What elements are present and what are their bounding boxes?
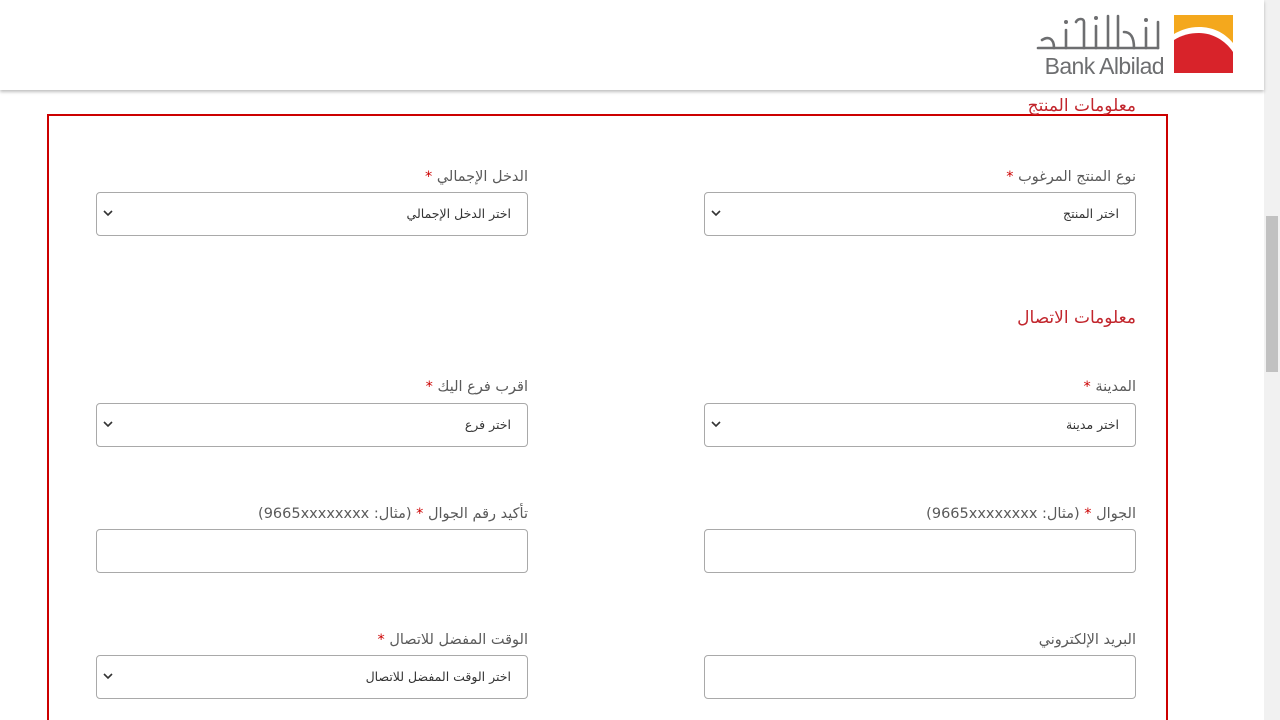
city-select[interactable] <box>704 403 1136 447</box>
page-scrollbar-thumb[interactable] <box>1266 216 1278 372</box>
required-mark: * <box>1006 169 1014 185</box>
bank-albilad-arabic-wordmark <box>1034 12 1162 54</box>
chevron-down-icon <box>102 670 114 682</box>
required-mark: * <box>416 506 424 522</box>
email-input-wrapper[interactable] <box>704 655 1136 699</box>
income-label <box>96 167 528 187</box>
city-label <box>704 377 1136 397</box>
product-type-label <box>704 167 1136 187</box>
email-label-text: البريد الإلكتروني <box>1038 632 1136 648</box>
mobile-format-hint: (مثال: 9665xxxxxxxx) <box>926 506 1080 522</box>
site-header <box>0 0 1264 90</box>
email-label <box>704 630 1136 650</box>
income-select[interactable] <box>96 192 528 236</box>
chevron-down-icon <box>710 207 722 219</box>
chevron-down-icon <box>102 418 114 430</box>
section-title-product: معلومات المنتج <box>1027 96 1136 116</box>
brand-name-en: Bank Albilad <box>1044 53 1164 79</box>
mobile-confirm-input-wrapper[interactable] <box>96 529 528 573</box>
section-title-contact: معلومات الاتصال <box>1017 308 1136 328</box>
contact-time-label <box>96 630 528 650</box>
branch-label-text: اقرب فرع اليك <box>437 379 528 395</box>
mobile-input[interactable] <box>705 530 1135 572</box>
branch-select[interactable] <box>96 403 528 447</box>
city-selected-value: اختر مدينة <box>1065 417 1119 432</box>
mobile-input-wrapper[interactable] <box>704 529 1136 573</box>
income-label-text: الدخل الإجمالي <box>436 169 528 185</box>
product-type-select[interactable] <box>704 192 1136 236</box>
mobile-label <box>704 504 1136 524</box>
contact-time-select[interactable] <box>96 655 528 699</box>
contact-time-selected-value: اختر الوقت المفضل للاتصال <box>365 669 511 684</box>
product-type-label-text: نوع المنتج المرغوب <box>1018 169 1136 185</box>
city-label-text: المدينة <box>1095 379 1136 395</box>
chevron-down-icon <box>710 418 722 430</box>
mobile-confirm-label <box>96 504 528 524</box>
mobile-confirm-format-hint: (مثال: 9665xxxxxxxx) <box>258 506 412 522</box>
income-selected-value: اختر الدخل الإجمالي <box>406 206 511 221</box>
mobile-label-text: الجوال <box>1096 506 1136 522</box>
required-mark: * <box>1084 506 1092 522</box>
required-mark: * <box>424 169 433 185</box>
bank-albilad-emblem-icon <box>1172 13 1235 75</box>
contact-time-label-text: الوقت المفضل للاتصال <box>389 632 528 648</box>
required-mark: * <box>1083 379 1091 395</box>
mobile-confirm-input[interactable] <box>97 530 527 572</box>
branch-selected-value: اختر فرع <box>464 417 511 432</box>
product-type-selected-value: اختر المنتج <box>1063 206 1119 221</box>
required-mark: * <box>377 632 385 648</box>
mobile-confirm-label-text: تأكيد رقم الجوال <box>427 506 528 522</box>
required-mark: * <box>425 379 433 395</box>
chevron-down-icon <box>102 207 114 219</box>
branch-label <box>96 377 528 397</box>
email-input[interactable] <box>705 656 1135 698</box>
